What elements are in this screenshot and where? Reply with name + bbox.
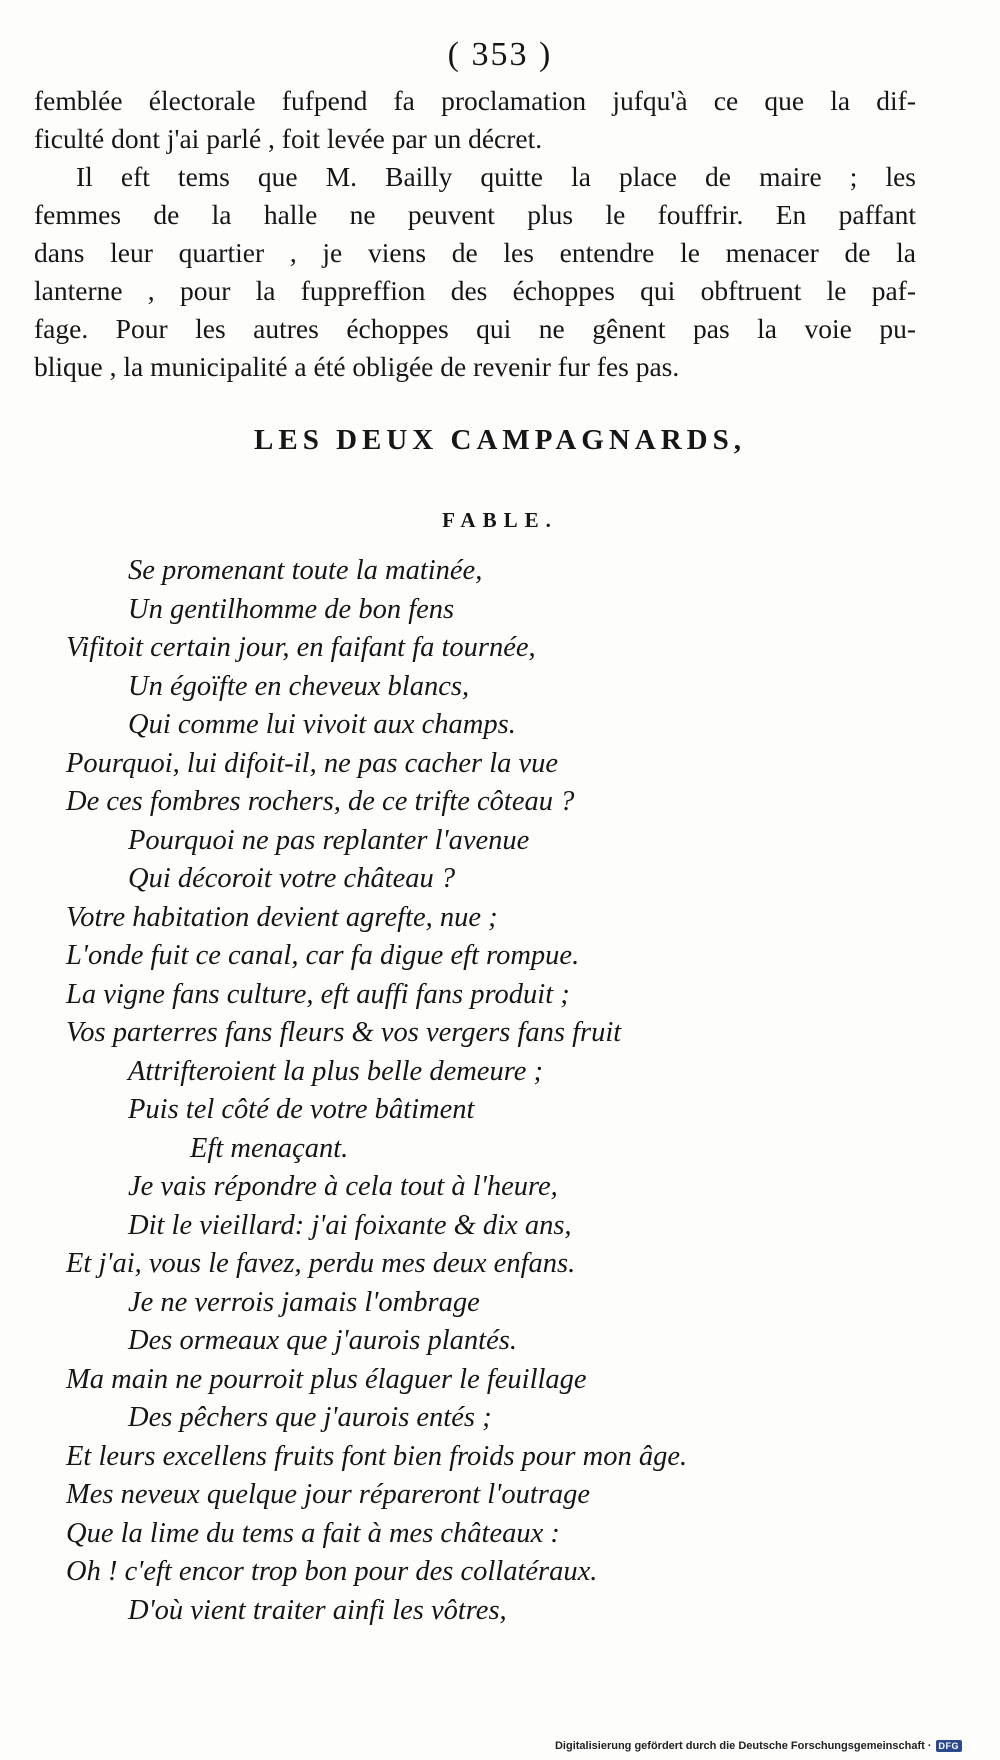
verse-line: Ma main ne pourroit plus élaguer le feuillage [66,1363,587,1395]
prose-line: dans leur quartier , je viens de les entendre le menacer de la [34,237,916,268]
verse-line: D'où vient traiter ainfi les vôtres, [128,1594,507,1626]
verse-line: Oh ! c'eft encor trop bon pour des collatéraux. [66,1556,598,1587]
verse-line: Je ne verrois jamais l'ombrage [128,1286,480,1318]
prose-line: fage. Pour les autres échoppes qui ne gênent pas la voie pu- [34,313,916,344]
fable-title: LES DEUX CAMPAGNARDS, [254,424,746,456]
verse-line: Puis tel côté de votre bâtiment [128,1094,475,1125]
prose-line: Il eft tems que M. Bailly quitte la place de maire ; les [76,161,916,192]
verse-line: Attrifteroient la plus belle demeure ; [128,1055,544,1087]
verse-line: Qui décoroit votre château ? [128,863,456,894]
prose-line: lanterne , pour la fuppreffion des échoppes qui obftruent le paf- [34,275,916,306]
verse-line: Eft menaçant. [190,1132,349,1164]
verse-line: Je vais répondre à cela tout à l'heure, [128,1171,558,1202]
dfg-logo: DFG [936,1740,963,1752]
verse-line: Mes neveux quelque jour répareront l'outrage [66,1479,590,1510]
prose-line: ficulté dont j'ai parlé , foit levée par un décret. [34,123,543,154]
verse-line: La vigne fans culture, eft auffi fans produit ; [66,978,570,1010]
verse-line: Que la lime du tems a fait à mes châteaux : [66,1517,560,1549]
verse-line: Vifitoit certain jour, en faifant fa tournée, [66,632,536,663]
verse-line: Pourquoi, lui difoit-il, ne pas cacher la vue [66,747,559,779]
verse-line: Un gentilhomme de bon fens [128,593,455,625]
prose-line: femmes de la halle ne peuvent plus le fouffrir. En paffant [34,199,916,230]
verse-line: Un égoïfte en cheveux blancs, [128,670,470,702]
verse-line: Se promenant toute la matinée, [128,555,483,586]
credit-text: Digitalisierung gefördert durch die Deutsche Forschungsgemeinschaft · [554,1740,932,1752]
verse-line: Vos parterres fans fleurs & vos vergers fans fruit [66,1017,622,1048]
digitization-credit [555,1740,962,1752]
verse-line: De ces fombres rochers, de ce trifte côteau ? [66,786,575,817]
verse-line: Qui comme lui vivoit aux champs. [128,709,516,740]
page-number: ( 353 ) [447,36,553,73]
verse-line: Dit le vieillard: j'ai foixante & dix ans, [128,1209,572,1241]
prose-line: blique , la municipalité a été obligée de revenir fur fes pas. [34,351,680,382]
verse-line: Pourquoi ne pas replanter l'avenue [128,824,530,856]
verse-line: Des ormeaux que j'aurois plantés. [128,1325,517,1356]
verse-line: Et j'ai, vous le favez, perdu mes deux enfans. [66,1248,576,1279]
verse-line: Des pêchers que j'aurois entés ; [128,1402,492,1433]
verse-line: Votre habitation devient agrefte, nue ; [66,901,498,933]
verse-line: L'onde fuit ce canal, car fa digue eft rompue. [66,940,580,971]
fable-subtitle: FABLE. [442,508,558,532]
verse-line: Et leurs excellens fruits font bien froids pour mon âge. [66,1440,688,1472]
prose-line: femblée électorale fufpend fa proclamation jufqu'à ce que la dif- [34,85,916,116]
